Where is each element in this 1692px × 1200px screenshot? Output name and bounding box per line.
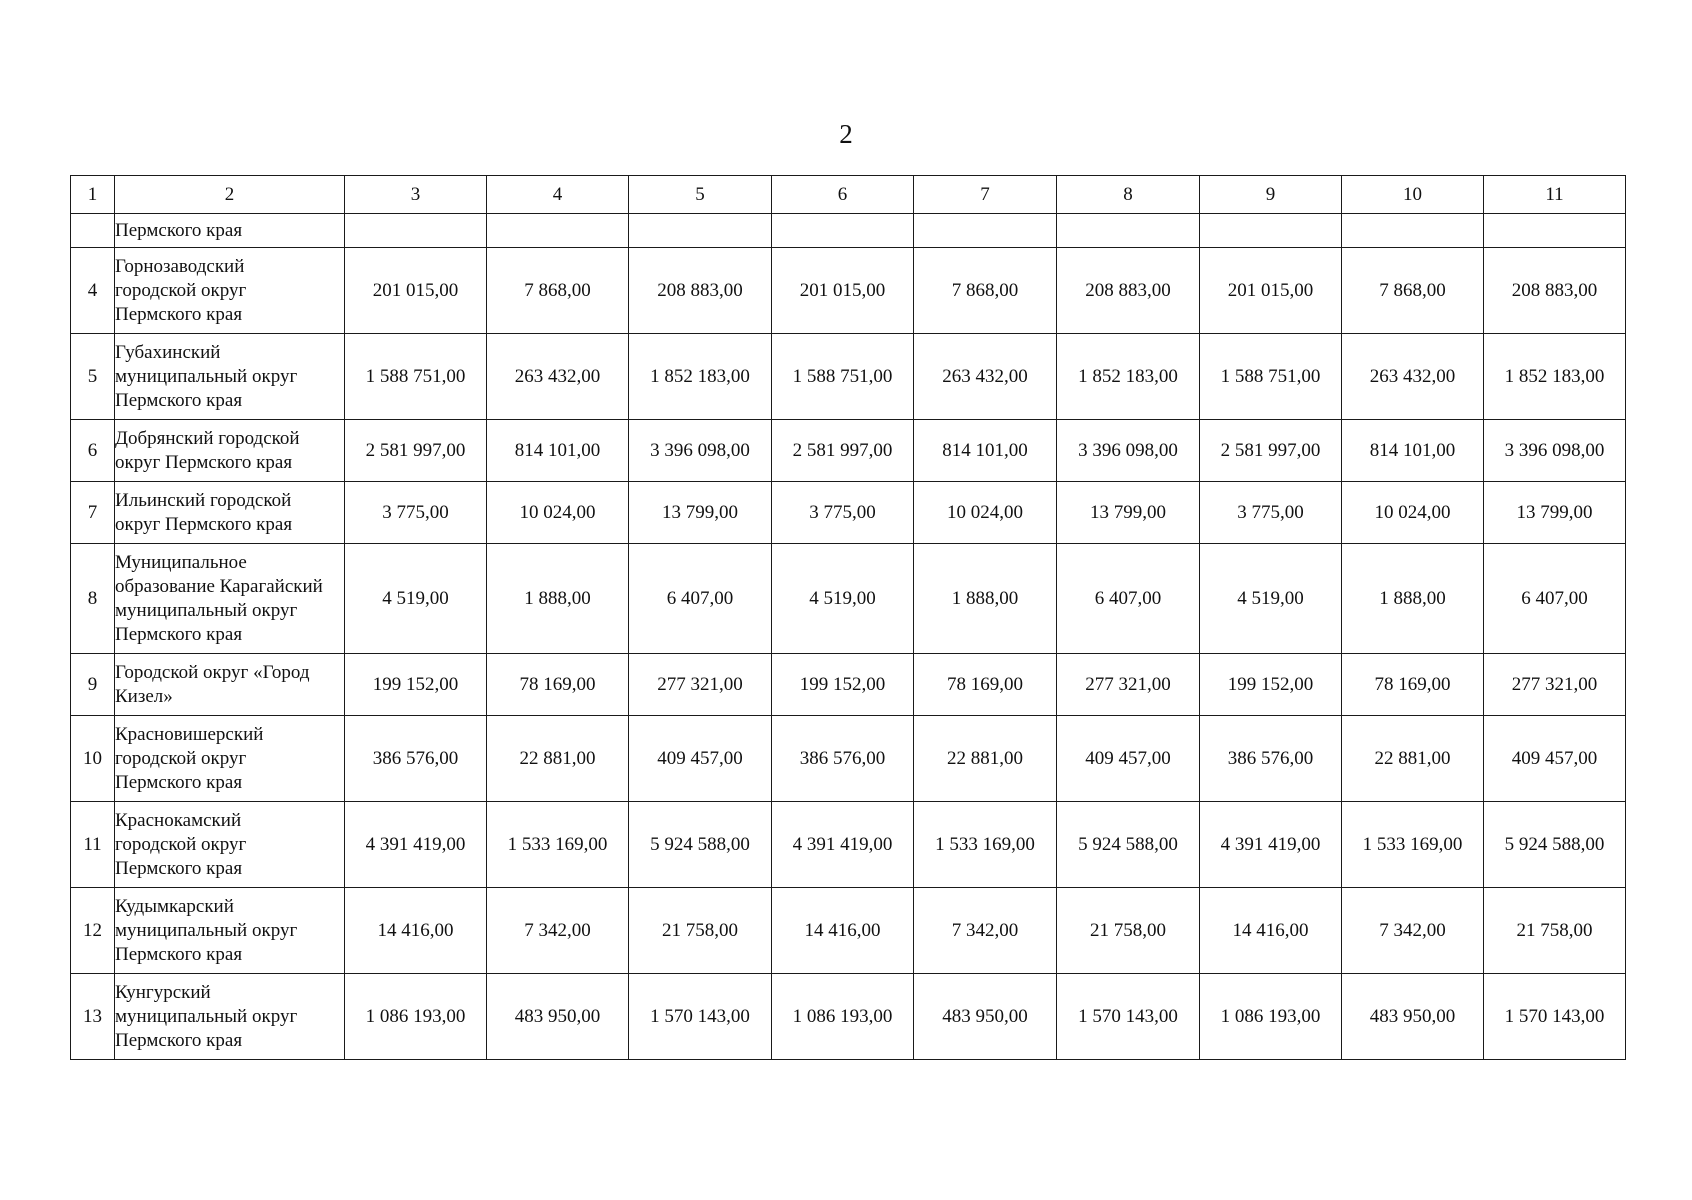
row-number: 9 [71,654,115,716]
value-cell: 201 015,00 [772,248,914,334]
value-cell: 10 024,00 [914,482,1057,544]
value-cell: 483 950,00 [487,974,629,1060]
row-number [71,214,115,248]
value-cell: 263 432,00 [1342,334,1484,420]
continuation-row [71,214,1626,248]
row-name-line: Муниципальное [115,551,247,573]
value-cell [772,214,914,248]
row-name-line: городской округ [115,747,247,769]
value-cell: 263 432,00 [914,334,1057,420]
value-cell: 1 086 193,00 [1200,974,1342,1060]
value-cell: 21 758,00 [1057,888,1200,974]
value-cell: 2 581 997,00 [345,420,487,482]
value-cell: 409 457,00 [1057,716,1200,802]
table-row [71,420,1626,482]
row-number: 10 [71,716,115,802]
value-cell: 1 888,00 [1342,544,1484,654]
value-cell: 6 407,00 [1057,544,1200,654]
value-cell: 3 775,00 [1200,482,1342,544]
value-cell: 1 533 169,00 [914,802,1057,888]
row-name-line: Кизел» [115,685,173,707]
row-name: Пермского края [115,214,345,248]
value-cell: 21 758,00 [1484,888,1626,974]
row-number: 12 [71,888,115,974]
data-table [70,175,1626,1060]
value-cell: 3 775,00 [772,482,914,544]
value-cell: 277 321,00 [629,654,772,716]
value-cell [1484,214,1626,248]
row-name-line: округ Пермского края [115,513,293,535]
table-row [71,248,1626,334]
column-header: 3 [345,176,487,214]
value-cell: 3 396 098,00 [1484,420,1626,482]
row-name-line: городской округ [115,833,247,855]
value-cell: 4 519,00 [1200,544,1342,654]
value-cell: 5 924 588,00 [629,802,772,888]
row-name-line: Кудымкарский [115,895,234,917]
table-header-row [71,176,1626,214]
column-header: 6 [772,176,914,214]
value-cell [1057,214,1200,248]
value-cell: 1 588 751,00 [772,334,914,420]
value-cell: 4 391 419,00 [1200,802,1342,888]
row-number: 8 [71,544,115,654]
row-name [115,482,345,544]
column-header: 5 [629,176,772,214]
value-cell: 3 775,00 [345,482,487,544]
column-header: 11 [1484,176,1626,214]
value-cell: 263 432,00 [487,334,629,420]
row-name [115,654,345,716]
row-name-line: Городской округ «Город [115,661,310,683]
row-name [115,716,345,802]
row-name [115,888,345,974]
value-cell: 14 416,00 [345,888,487,974]
value-cell [1342,214,1484,248]
row-name-line: Пермского края [115,623,243,645]
value-cell: 199 152,00 [345,654,487,716]
value-cell: 1 086 193,00 [772,974,914,1060]
value-cell: 1 852 183,00 [1057,334,1200,420]
value-cell: 814 101,00 [1342,420,1484,482]
table-row [71,716,1626,802]
value-cell: 199 152,00 [1200,654,1342,716]
value-cell: 409 457,00 [1484,716,1626,802]
row-name [115,248,345,334]
page-number: 2 [839,119,853,149]
value-cell: 201 015,00 [345,248,487,334]
table-row [71,654,1626,716]
value-cell: 814 101,00 [914,420,1057,482]
row-name-line: муниципальный округ [115,919,298,941]
value-cell: 1 570 143,00 [1484,974,1626,1060]
row-name-line: Губахинский [115,341,221,363]
row-name-line: городской округ [115,279,247,301]
column-header: 9 [1200,176,1342,214]
value-cell: 277 321,00 [1057,654,1200,716]
value-cell [629,214,772,248]
value-cell: 1 570 143,00 [629,974,772,1060]
table-row [71,802,1626,888]
value-cell [1200,214,1342,248]
row-name [115,974,345,1060]
row-number: 7 [71,482,115,544]
value-cell: 22 881,00 [914,716,1057,802]
row-number: 6 [71,420,115,482]
column-header: 8 [1057,176,1200,214]
row-name-line: муниципальный округ [115,599,298,621]
value-cell: 13 799,00 [1484,482,1626,544]
value-cell: 78 169,00 [487,654,629,716]
value-cell [487,214,629,248]
row-name-line: Краснокамский [115,809,242,831]
value-cell: 1 852 183,00 [1484,334,1626,420]
value-cell: 1 588 751,00 [345,334,487,420]
value-cell: 814 101,00 [487,420,629,482]
value-cell: 1 888,00 [487,544,629,654]
value-cell: 6 407,00 [629,544,772,654]
value-cell: 208 883,00 [629,248,772,334]
value-cell: 1 888,00 [914,544,1057,654]
value-cell: 4 519,00 [772,544,914,654]
value-cell: 409 457,00 [629,716,772,802]
table-row [71,334,1626,420]
value-cell: 5 924 588,00 [1057,802,1200,888]
column-header: 7 [914,176,1057,214]
row-name-line: Пермского края [115,1029,243,1051]
value-cell: 386 576,00 [772,716,914,802]
row-number: 11 [71,802,115,888]
value-cell: 6 407,00 [1484,544,1626,654]
row-name-line: Пермского края [115,857,243,879]
value-cell: 10 024,00 [1342,482,1484,544]
value-cell: 2 581 997,00 [1200,420,1342,482]
value-cell: 208 883,00 [1057,248,1200,334]
value-cell: 78 169,00 [1342,654,1484,716]
column-header: 4 [487,176,629,214]
value-cell: 1 588 751,00 [1200,334,1342,420]
value-cell [914,214,1057,248]
value-cell: 201 015,00 [1200,248,1342,334]
value-cell: 78 169,00 [914,654,1057,716]
value-cell: 199 152,00 [772,654,914,716]
row-name-line: муниципальный округ [115,365,298,387]
row-name [115,802,345,888]
column-header: 10 [1342,176,1484,214]
row-name-line: Пермского края [115,943,243,965]
value-cell: 386 576,00 [345,716,487,802]
value-cell: 1 852 183,00 [629,334,772,420]
row-name-line: муниципальный округ [115,1005,298,1027]
value-cell: 277 321,00 [1484,654,1626,716]
value-cell: 22 881,00 [487,716,629,802]
row-name-line: Кунгурский [115,981,211,1003]
value-cell: 4 391 419,00 [345,802,487,888]
value-cell: 4 391 419,00 [772,802,914,888]
value-cell: 14 416,00 [772,888,914,974]
row-name [115,334,345,420]
row-name-line: Пермского края [115,303,243,325]
value-cell: 14 416,00 [1200,888,1342,974]
value-cell: 7 342,00 [914,888,1057,974]
value-cell: 483 950,00 [914,974,1057,1060]
row-name-line: Горнозаводский [115,255,245,277]
value-cell: 7 342,00 [487,888,629,974]
value-cell: 7 342,00 [1342,888,1484,974]
value-cell: 1 570 143,00 [1057,974,1200,1060]
value-cell: 386 576,00 [1200,716,1342,802]
value-cell: 7 868,00 [487,248,629,334]
row-name [115,544,345,654]
value-cell: 13 799,00 [629,482,772,544]
value-cell: 5 924 588,00 [1484,802,1626,888]
value-cell: 208 883,00 [1484,248,1626,334]
column-header: 2 [115,176,345,214]
row-name-line: Добрянский городской [115,427,300,449]
row-name-line: Красновишерский [115,723,264,745]
row-name [115,420,345,482]
table-body [71,214,1626,1060]
value-cell: 7 868,00 [1342,248,1484,334]
row-number: 13 [71,974,115,1060]
row-number: 5 [71,334,115,420]
value-cell: 1 086 193,00 [345,974,487,1060]
column-header: 1 [71,176,115,214]
value-cell: 483 950,00 [1342,974,1484,1060]
value-cell: 4 519,00 [345,544,487,654]
table-row [71,482,1626,544]
table-row [71,544,1626,654]
row-name-line: образование Карагайский [115,575,323,597]
value-cell: 21 758,00 [629,888,772,974]
value-cell: 10 024,00 [487,482,629,544]
value-cell: 7 868,00 [914,248,1057,334]
value-cell: 1 533 169,00 [487,802,629,888]
table-row [71,888,1626,974]
value-cell: 1 533 169,00 [1342,802,1484,888]
value-cell: 3 396 098,00 [1057,420,1200,482]
row-number: 4 [71,248,115,334]
row-name-line: Ильинский городской [115,489,292,511]
value-cell: 13 799,00 [1057,482,1200,544]
row-name-line: Пермского края [115,771,243,793]
value-cell: 3 396 098,00 [629,420,772,482]
value-cell [345,214,487,248]
row-name-line: округ Пермского края [115,451,293,473]
value-cell: 22 881,00 [1342,716,1484,802]
row-name-line: Пермского края [115,389,243,411]
table-row [71,974,1626,1060]
value-cell: 2 581 997,00 [772,420,914,482]
